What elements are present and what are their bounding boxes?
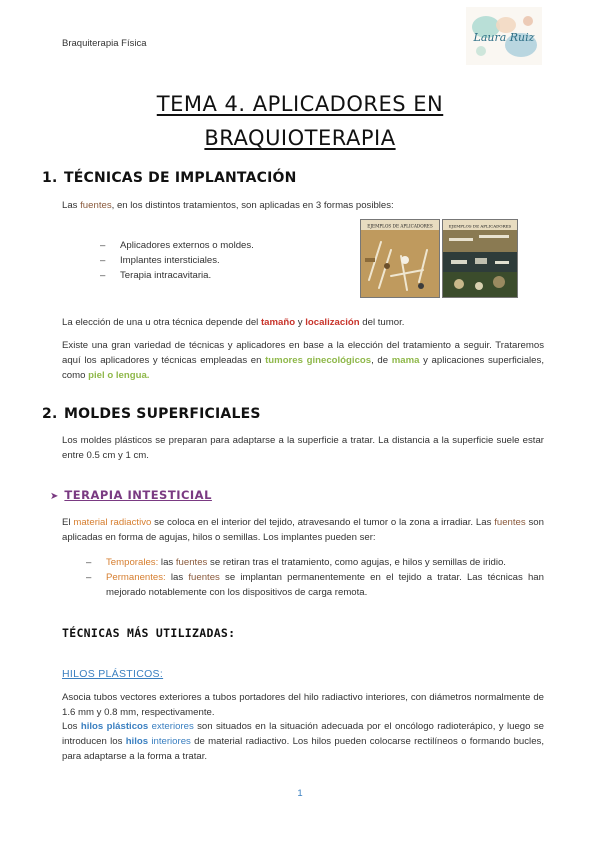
term-material-radiactivo: material radiactivo (73, 517, 152, 528)
implant-types-list (86, 555, 544, 600)
terapia-heading (50, 484, 212, 503)
term-fuentes: fuentes (80, 200, 112, 211)
terapia-title: TERAPIA INTESTICIAL (64, 488, 212, 502)
term-piel-lengua: piel o lengua. (88, 370, 150, 381)
section1-title: TÉCNICAS DE IMPLANTACIÓN (64, 170, 297, 186)
applicators-photo-right (442, 219, 518, 298)
hilos-para1: Asocia tubos vectores exteriores a tubos portadores del hilo radiactivo interiores, con diámetros normalmente de 1.6 mm y 0.8 mm, respectivamente. (62, 692, 544, 718)
photo-left-caption: EJEMPLOS DE APLICADORES (367, 223, 433, 229)
implantation-list (100, 238, 340, 283)
hilos-para2: Los hilos plásticos exteriores son situados en la situación adecuada por el oncólogo radioterápico, y luego se introducen los hilos interiores de material radiactivo. Los hilos pueden colocarse rectilíneos o formando bucles, para adaptarse a la forma a tratar. (62, 721, 544, 762)
section1-para1: La elección de una u otra técnica depende del tamaño y localización del tumor. (62, 317, 405, 328)
term-hilos-plasticos: hilos plásticos (80, 721, 149, 732)
section1-heading (42, 170, 297, 186)
section2-title: MOLDES SUPERFICIALES (64, 406, 261, 422)
section1-para2: Existe una gran variedad de técnicas y aplicadores en base a la elección del tratamiento a seguir. Trataremos aquí los aplicadores y técnicas empleadas en tumores ginecológicos, de mama y aplicaciones superficiales, como piel o lengua. (62, 340, 544, 381)
list-item-permanentes: – Permanentes: las fuentes se implantan permanentemente en el tejido a tratar. Las técnicas han mejorado notablemente con los dispositivos de carga remota. (86, 570, 544, 600)
page-title-line1: TEMA 4. APLICADORES EN (156, 92, 444, 116)
applicators-photo-left (360, 219, 440, 298)
page-title-line2: BRAQUIOTERAPIA (204, 126, 396, 150)
section1-number: 1. (42, 170, 58, 186)
arrow-icon: ➤ (50, 491, 59, 502)
term-tamano: tamaño (260, 317, 296, 328)
terapia-para: El material radiactivo se coloca en el interior del tejido, atravesando el tumor o la zona a irradiar. Las fuentes son aplicadas en forma de agujas, hilos o semillas. Los implantes pueden ser: (62, 517, 544, 543)
list-item-temporales: – Temporales: las fuentes se retiran tras el tratamiento, como agujas, e hilos y semillas de iridio. (86, 555, 544, 570)
author-logo (466, 7, 542, 65)
term-hilos: hilos (125, 736, 149, 747)
section1-intro: Las fuentes, en los distintos tratamientos, son aplicadas en 3 formas posibles: (62, 200, 394, 211)
term-fuentes: fuentes (494, 517, 526, 528)
section2-para: Los moldes plásticos se preparan para adaptarse a la superficie a tratar. La distancia a la superficie suele estar entre 0.5 cm y 1 cm. (62, 435, 544, 461)
tecnicas-heading: TÉCNICAS MÁS UTILIZADAS: (62, 626, 236, 640)
section2-number: 2. (42, 406, 58, 422)
list-item: – Aplicadores externos o moldes. (100, 238, 340, 253)
page-number: 1 (297, 788, 303, 799)
term-exteriores: exteriores (151, 721, 194, 732)
term-ginecologicos: tumores ginecológicos (265, 355, 372, 366)
list-item: – Implantes intersticiales. (100, 253, 340, 268)
term-mama: mama (391, 355, 420, 366)
list-item: – Terapia intracavitaria. (100, 268, 340, 283)
term-interiores: interiores (151, 736, 191, 747)
section2-heading (42, 406, 261, 422)
hilos-heading: HILOS PLÁSTICOS: (62, 668, 164, 680)
running-header: Braquiterapia Física (62, 38, 147, 49)
logo-signature: Laura Ruiz (473, 31, 535, 44)
photo-right-caption: EJEMPLOS DE APLICADORES (448, 223, 512, 229)
term-localizacion: localización (305, 317, 360, 328)
